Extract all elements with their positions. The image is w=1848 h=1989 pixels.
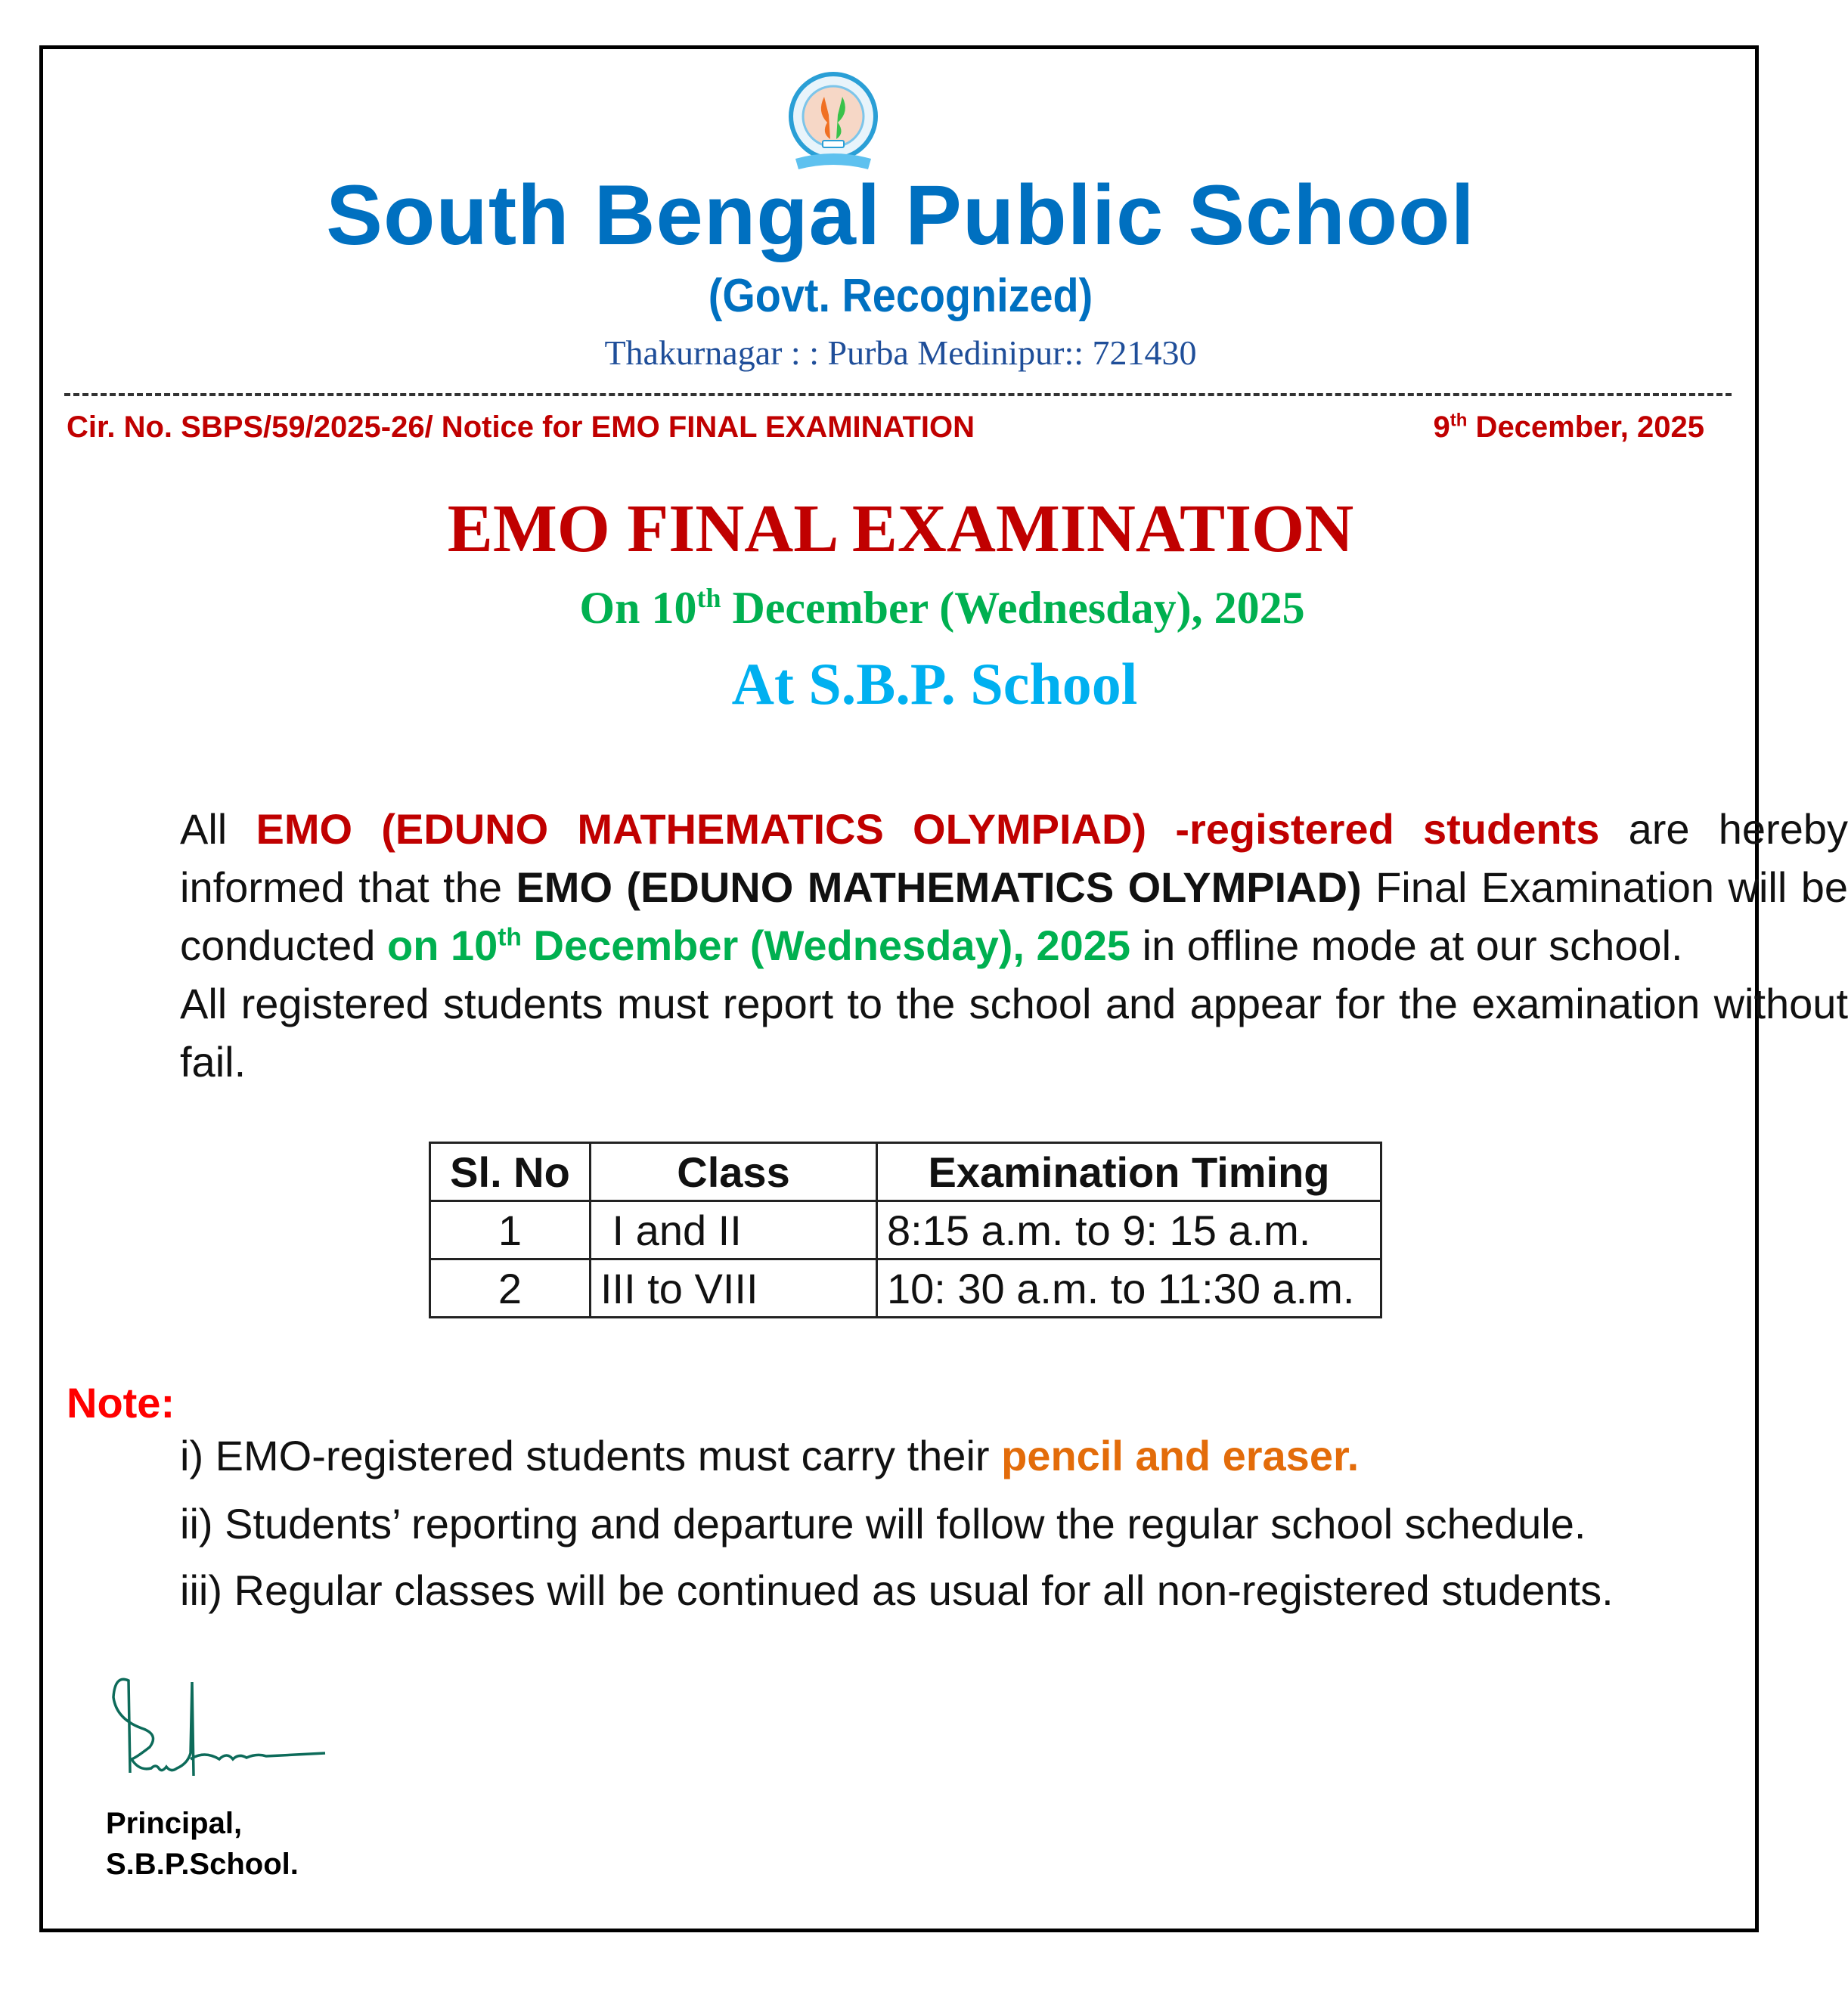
body-paragraph-2: All registered students must report to the school and appear for the examination without fail. <box>180 980 1848 1086</box>
recognition-label: (Govt. Recognized) <box>708 270 1093 322</box>
table-row <box>430 1259 1381 1318</box>
cell-class: III to VIII <box>591 1259 877 1318</box>
circular-number: Cir. No. SBPS/59/2025-26/ Notice for EMO FINAL EXAMINATION <box>67 411 975 444</box>
note-item-2: ii) Students’ reporting and departure will follow the regular school schedule. <box>180 1500 1586 1548</box>
venue-line: At S.B.P. School <box>731 651 1138 717</box>
school-name: South Bengal Public School <box>326 168 1475 262</box>
table-row <box>430 1201 1381 1259</box>
subtitle-post: December (Wednesday), 2025 <box>721 583 1305 633</box>
subtitle-sup: th <box>696 583 721 613</box>
note-label: Note: <box>67 1379 175 1427</box>
subtitle-pre: On 10 <box>579 583 697 633</box>
notice-title: EMO FINAL EXAMINATION <box>447 491 1354 566</box>
cell-sl: 2 <box>430 1259 591 1318</box>
date-suffix: th <box>1450 410 1468 431</box>
body-paragraph-1 <box>67 800 1848 974</box>
text: on 10 <box>386 922 498 969</box>
text: are hereby informed that the <box>180 805 1848 911</box>
cell-timing: 10: 30 a.m. to 11:30 a.m. <box>877 1259 1381 1318</box>
text: in offline mode at our school. <box>1130 922 1683 969</box>
note-item-3: iii) Regular classes will be continued as usual for all non-registered students. <box>180 1566 1614 1614</box>
text: All <box>180 805 256 853</box>
signatory-org: S.B.P.School. <box>106 1848 299 1881</box>
school-crest-logo-icon <box>780 70 886 175</box>
header-divider <box>64 393 1732 396</box>
highlight-registered: EMO (EDUNO MATHEMATICS OLYMPIAD) -registered students <box>256 805 1600 853</box>
cell-timing: 8:15 a.m. to 9: 15 a.m. <box>877 1201 1381 1259</box>
signatory-block <box>106 1803 299 1885</box>
date-day: 9 <box>1433 411 1450 444</box>
text: th <box>498 923 522 952</box>
header-class: Class <box>591 1143 877 1201</box>
circular-date <box>1434 411 1704 445</box>
schedule-table <box>429 1142 1382 1318</box>
table-header-row <box>430 1143 1381 1201</box>
cell-class: I and II <box>591 1201 877 1259</box>
exam-date-subtitle <box>0 582 1801 634</box>
school-address: Thakurnagar : : Purba Medinipur:: 721430 <box>604 333 1197 372</box>
signatory-title: Principal, <box>106 1807 243 1840</box>
highlight-date <box>387 922 1130 969</box>
highlight-pencil-eraser: pencil and eraser. <box>1001 1432 1360 1479</box>
signature-icon <box>106 1675 423 1788</box>
header-sl-no: Sl. No <box>430 1143 591 1201</box>
cell-sl: 1 <box>430 1201 591 1259</box>
date-rest: December, 2025 <box>1467 411 1704 444</box>
text: i) EMO-registered students must carry their <box>180 1432 1002 1479</box>
emo-full-name: EMO (EDUNO MATHEMATICS OLYMPIAD) <box>516 863 1362 911</box>
header-timing: Examination Timing <box>877 1143 1381 1201</box>
note-item-1 <box>180 1431 1359 1480</box>
text: Final Examination will be conducted <box>180 863 1848 969</box>
text: December (Wednesday), 2025 <box>521 922 1131 969</box>
